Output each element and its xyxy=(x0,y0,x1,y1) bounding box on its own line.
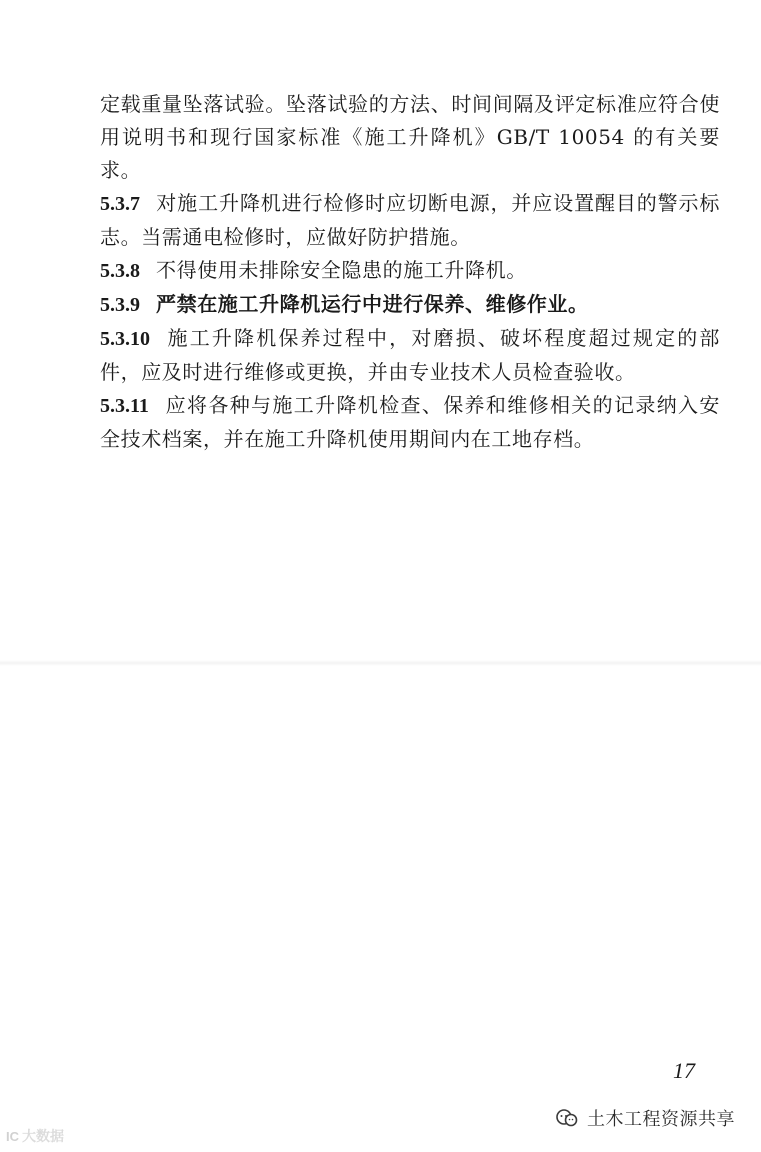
clause-number: 5.3.8 xyxy=(100,260,140,282)
paragraph-continuation xyxy=(100,88,720,187)
watermark-logo: IC xyxy=(6,1128,19,1144)
clause-5-3-11 xyxy=(100,389,720,456)
paragraph-text: 定载重量坠落试验。坠落试验的方法、时间间隔及评定标准应符合使用说明书和现行国家标准《施工升降机》GB/T 10054 的有关要求。 xyxy=(100,92,720,182)
clause-5-3-7 xyxy=(100,187,720,254)
clause-5-3-10 xyxy=(100,322,720,389)
watermark-left xyxy=(6,1126,64,1146)
clause-number: 5.3.11 xyxy=(100,395,149,417)
clause-number: 5.3.9 xyxy=(100,294,140,316)
clause-text: 严禁在施工升降机运行中进行保养、维修作业。 xyxy=(156,292,589,316)
clause-text: 对施工升降机进行检修时应切断电源，并应设置醒目的警示标志。当需通电检修时，应做好防护措施。 xyxy=(100,191,720,249)
watermark-account-name: 土木工程资源共享 xyxy=(587,1109,735,1130)
clause-5-3-8 xyxy=(100,254,720,288)
document-body xyxy=(100,88,720,456)
clause-text: 应将各种与施工升降机检查、保养和维修相关的记录纳入安全技术档案，并在施工升降机使用期间内在工地存档。 xyxy=(100,393,720,451)
clause-text: 施工升降机保养过程中，对磨损、破坏程度超过规定的部件，应及时进行维修或更换，并由专业技术人员检查验收。 xyxy=(100,326,720,384)
wechat-official-account-icon xyxy=(555,1108,579,1128)
clause-5-3-9 xyxy=(100,288,720,322)
clause-text: 不得使用未排除安全隐患的施工升降机。 xyxy=(156,258,527,282)
clause-number: 5.3.7 xyxy=(100,193,140,215)
watermark-right xyxy=(555,1105,735,1131)
page-number: 17 xyxy=(673,1058,695,1083)
clause-number: 5.3.10 xyxy=(100,328,150,350)
watermark-text: 大数据 xyxy=(22,1129,64,1145)
scan-smudge xyxy=(0,660,761,666)
